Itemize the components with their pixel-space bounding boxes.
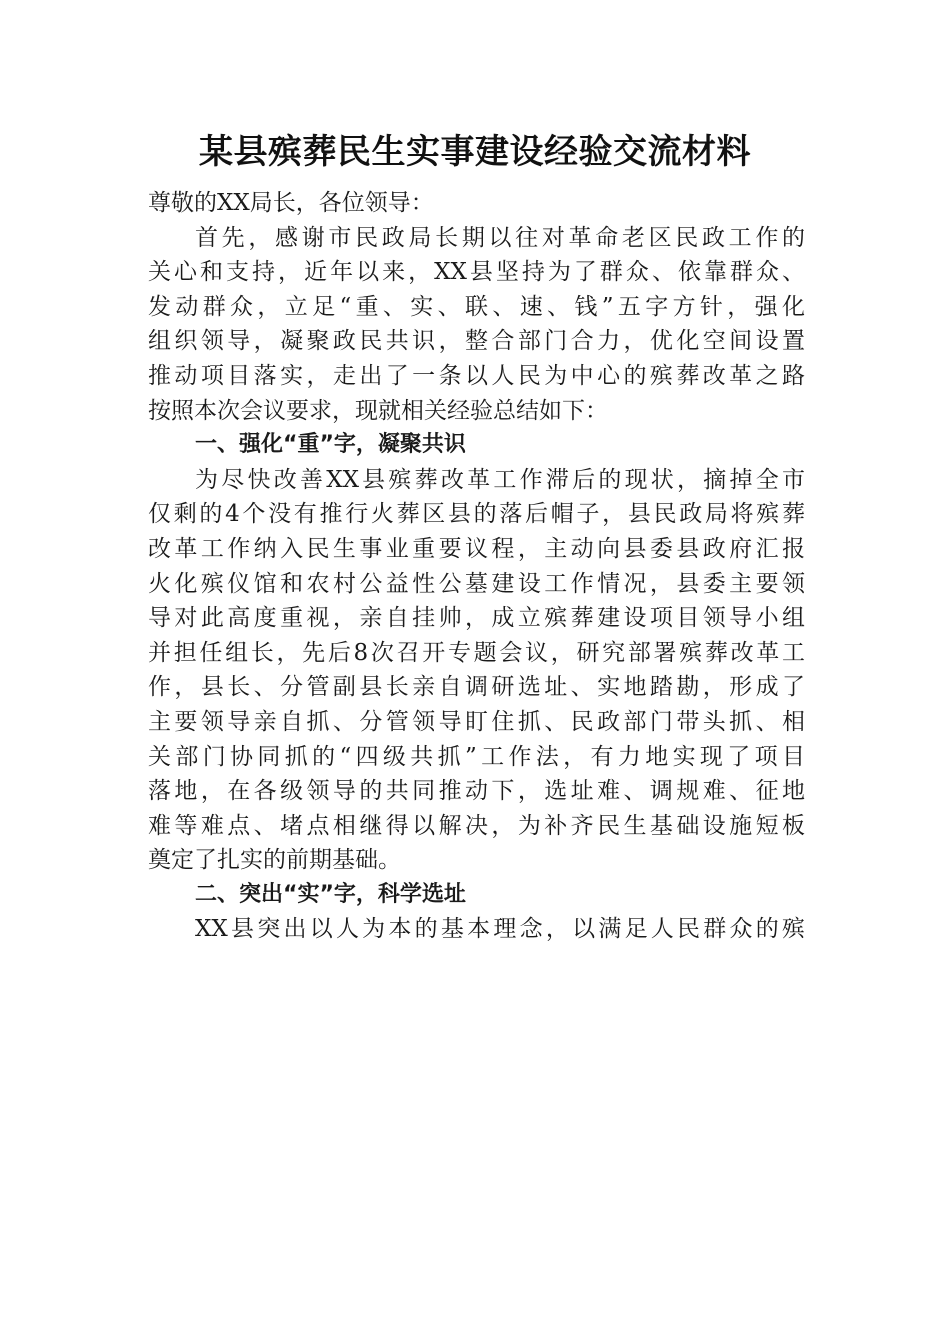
document-body [148, 186, 805, 947]
body-line: 关心和支持，近年以来，XX县坚持为了群众、依靠群众、 [148, 259, 805, 286]
body-line: 难等难点、堵点相继得以解决，为补齐民生基础设施短板 [148, 812, 805, 839]
body-line: 主要领导亲自抓、分管领导盯住抓、民政部门带头抓、相 [148, 708, 805, 735]
section-heading: 一、强化“重”字，凝聚共识 [195, 432, 466, 458]
body-line: 尊敬的XX局长，各位领导： [148, 190, 434, 216]
body-line: 按照本次会议要求，现就相关经验总结如下： [148, 397, 608, 424]
body-line: 仅剩的4个没有推行火葬区县的落后帽子，县民政局将殡葬 [148, 501, 805, 528]
body-line: XX县突出以人为本的基本理念，以满足人民群众的殡 [195, 916, 805, 943]
body-line: 落地，在各级领导的共同推动下，选址难、调规难、征地 [148, 778, 805, 805]
body-line: 推动项目落实，走出了一条以人民为中心的殡葬改革之路 [148, 362, 805, 389]
body-line: 并担任组长，先后8次召开专题会议，研究部署殡葬改革工 [148, 639, 805, 666]
section-heading: 二、突出“实”字，科学选址 [195, 881, 466, 907]
body-line: 改革工作纳入民生事业重要议程，主动向县委县政府汇报 [148, 535, 805, 562]
body-line: 首先，感谢市民政局长期以往对革命老区民政工作的 [195, 224, 805, 251]
body-line: 为尽快改善XX县殡葬改革工作滞后的现状，摘掉全市 [195, 466, 805, 493]
body-line: 关部门协同抓的“四级共抓”工作法，有力地实现了项目 [148, 743, 805, 770]
body-line: 导对此高度重视，亲自挂帅，成立殡葬建设项目领导小组 [148, 605, 805, 632]
body-line: 火化殡仪馆和农村公益性公墓建设工作情况，县委主要领 [148, 570, 805, 597]
body-line: 组织领导，凝聚政民共识，整合部门合力，优化空间设置 [148, 328, 805, 355]
body-line: 作，县长、分管副县长亲自调研选址、实地踏勘，形成了 [148, 674, 805, 701]
body-line: 奠定了扎实的前期基础。 [148, 847, 401, 874]
document-title: 某县殡葬民生实事建设经验交流材料 [199, 132, 751, 172]
body-line: 发动群众，立足“重、实、联、速、钱”五字方针，强化 [148, 293, 805, 320]
